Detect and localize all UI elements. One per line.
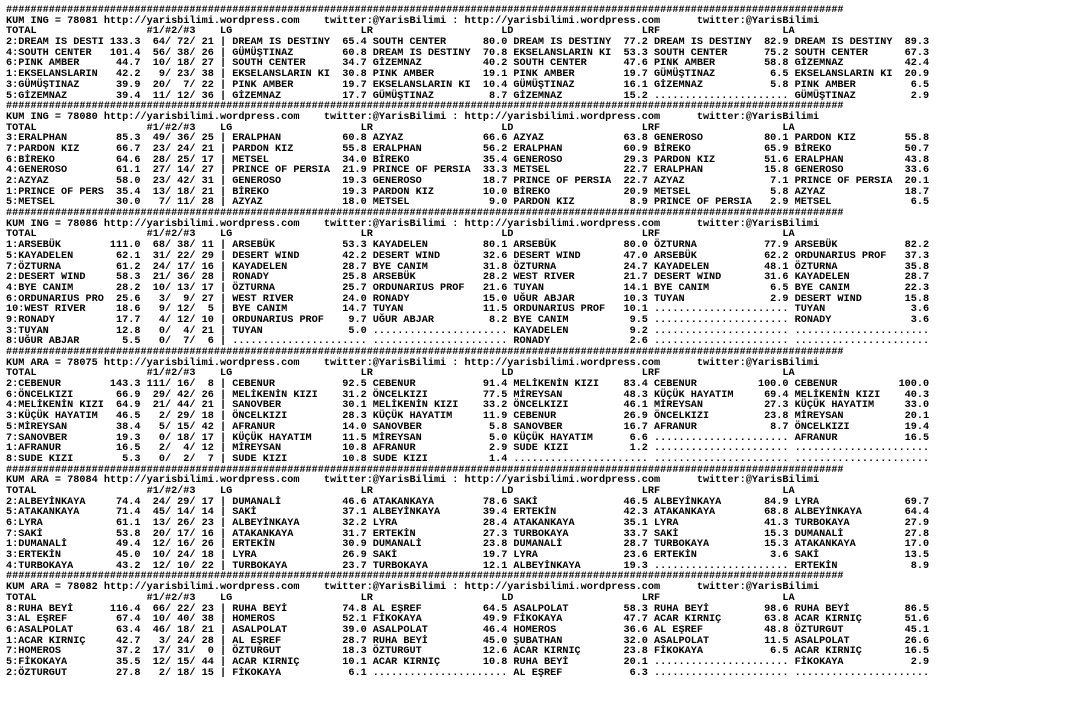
table-row: 8:SUDE KIZI 5.3 0/ 2/ 7 | SUDE KIZI 10.8 SUDE KIZI 1.4 ...................... ...................... ...................... — [6, 453, 930, 465]
separator-line: ######################################################################################################################################### — [6, 571, 844, 583]
race-ratings-sheet — [6, 6, 929, 679]
table-row: 8:UĞUR ABJAR 5.5 0/ 7/ 6 | ...................... ...................... RONADY 2.6 ...................... ...................... — [6, 336, 930, 348]
table-row: 2:AZYAZ 58.0 23/ 42/ 31 | GENEROSO 19.3 GENEROSO 18.7 PRINCE OF PERSIA 22.7 AZYAZ 7.1 PRINCE OF PERSIA 20.1 — [6, 176, 930, 187]
table-row: 9:RONADY 17.7 4/ 12/ 10 | ORDUNARIUS PROF 9.7 UĞUR ABJAR 8.2 BYE CANIM 9.5 ...................... RONADY 3.6 — [6, 314, 930, 326]
table-row: 5:FİKOKAYA 35.5 12/ 15/ 44 | ACAR KIRNIÇ 10.1 ACAR KIRNIÇ 10.8 RUHA BEYİ 20.1 ...................... FİKOKAYA 2.9 — [6, 656, 930, 668]
table-row: 1:ARSEBÜK 111.0 68/ 38/ 11 | ARSEBÜK 53.3 KAYADELEN 80.1 ARSEBÜK 80.0 ÖZTURNA 77.9 ARSEBÜK 82.2 — [6, 240, 930, 252]
table-row: 1:ACAR KIRNIÇ 42.7 3/ 24/ 28 | AL EŞREF 28.7 RUHA BEYİ 45.0 ŞUBATHAN 32.0 ASALPOLAT 11.5 ASALPOLAT 26.6 — [6, 635, 930, 647]
separator-line: ######################################################################################################################################### — [6, 347, 844, 358]
separator-line: ######################################################################################################################################### — [6, 101, 844, 113]
table-row: 3:ERTEKİN 45.0 10/ 24/ 18 | LYRA 26.9 SAKİ 19.7 LYRA 23.6 ERTEKİN 3.6 SAKİ 13.5 — [6, 550, 930, 562]
table-row: 5:KAYADELEN 62.1 31/ 22/ 29 | DESERT WIND 42.2 DESERT WIND 32.6 DESERT WIND 47.0 ARSEBÜK 62.2 ORDUNARIUS PROF 37.3 — [6, 250, 930, 262]
table-row: 6:ORDUNARIUS PRO 25.6 3/ 9/ 27 | WEST RIVER 24.0 RONADY 15.0 UĞUR ABJAR 10.3 TUYAN 2.9 DESERT WIND 15.8 — [6, 293, 930, 305]
table-row: 4:SOUTH CENTER 101.4 56/ 38/ 26 | GÜMÜŞTINAZ 60.8 DREAM IS DESTINY 70.8 EKSELANSLARIN KI 53.3 SOUTH CENTER 75.2 SOUTH CENTER 67.3 — [6, 47, 930, 59]
table-row: 2:DREAM IS DESTI 133.3 64/ 72/ 21 | DREAM IS DESTINY 65.4 SOUTH CENTER 80.0 DREAM IS DESTINY 77.2 DREAM IS DESTINY 82.9 DREAM IS DESTINY 89.3 — [6, 37, 930, 49]
table-row: 4:TURBOKAYA 43.2 12/ 10/ 22 | TURBOKAYA 23.7 TURBOKAYA 12.1 ALBEYİNKAYA 19.3 ...................... ERTEKİN 8.9 — [6, 560, 930, 572]
race-header: KUM ING = 78081 http://yarisbilimi.wordpress.com twitter:@YarisBilimi : http://yarisbilimi.wordpress.com twitter:@YarisBilimi — [6, 15, 820, 27]
table-row: 2:CEBENUR 143.3 111/ 16/ 8 | CEBENUR 92.5 CEBENUR 91.4 MELİKENİN KIZI 83.4 CEBENUR 100.0 CEBENUR 100.0 — [6, 379, 930, 391]
table-row: 7:SAKİ 53.8 20/ 17/ 16 | ATAKANKAYA 31.7 ERTEKİN 27.3 TURBOKAYA 33.7 SAKİ 15.3 DUMANALİ 27.8 — [6, 528, 930, 540]
table-row: 1:EKSELANSLARIN 42.2 9/ 23/ 38 | EKSELANSLARIN KI 30.8 PINK AMBER 19.1 PINK AMBER 19.7 GÜMÜŞTINAZ 6.5 EKSELANSLARIN KI 20.9 — [6, 69, 930, 81]
table-row: 1:PRINCE OF PERS 35.4 13/ 18/ 21 | BİREKO 19.3 PARDON KIZ 10.0 BİREKO 20.9 METSEL 5.8 AZYAZ 18.7 — [6, 186, 930, 198]
race-header: KUM ING = 78080 http://yarisbilimi.wordpress.com twitter:@YarisBilimi : http://yarisbilimi.wordpress.com twitter:@YarisBilimi — [6, 111, 820, 123]
table-row: 5:ATAKANKAYA 71.4 45/ 14/ 14 | SAKİ 37.1 ALBEYİNKAYA 39.4 ERTEKİN 42.3 ATAKANKAYA 68.8 ALBEYİNKAYA 64.4 — [6, 507, 930, 519]
separator-line: ######################################################################################################################################### — [6, 208, 844, 220]
table-row: 7:SANOVBER 19.3 0/ 18/ 17 | KÜÇÜK HAYATIM 11.5 MİREYSAN 5.0 KÜÇÜK HAYATIM 6.6 ...................... AFRANUR 16.5 — [6, 432, 930, 444]
table-row: 10:WEST RIVER 18.6 9/ 12/ 5 | BYE CANIM 14.7 TUYAN 11.5 ORDUNARIUS PROF 10.1 ...................... TUYAN 3.6 — [6, 304, 930, 316]
table-row: 5:GİZEMNAZ 39.4 11/ 12/ 36 | GİZEMNAZ 17.7 GÜMÜŞTINAZ 8.7 GİZEMNAZ 15.2 ...................... GÜMÜŞTINAZ 2.9 — [6, 90, 930, 102]
table-row: 3:TUYAN 12.8 0/ 4/ 21 | TUYAN 5.0 ...................... KAYADELEN 9.2 ...................... ...................... — [6, 325, 930, 337]
column-header-row: TOTAL #1/#2/#3 LG LR LD LRF LA — [6, 368, 795, 380]
table-row: 7:PARDON KIZ 66.7 23/ 24/ 21 | PARDON KIZ 55.8 ERALPHAN 56.2 ERALPHAN 60.9 BİREKO 65.9 BİREKO 50.7 — [6, 143, 930, 155]
table-row: 5:MİREYSAN 38.4 5/ 15/ 42 | AFRANUR 14.0 SANOVBER 5.8 SANOVBER 16.7 AFRANUR 8.7 ÖNCELKIZI 19.4 — [6, 421, 930, 433]
table-row: 6:LYRA 61.1 13/ 26/ 23 | ALBEYİNKAYA 32.2 LYRA 28.4 ATAKANKAYA 35.1 LYRA 41.3 TURBOKAYA 27.9 — [6, 518, 930, 529]
table-row: 1:AFRANUR 16.5 2/ 4/ 12 | MİREYSAN 10.8 AFRANUR 2.9 SUDE KIZI 1.2 ...................... ...................... — [6, 443, 930, 455]
table-row: 4:GENEROSO 61.1 27/ 14/ 27 | PRINCE OF PERSIA 21.9 PRINCE OF PERSIA 33.3 METSEL 22.7 ERALPHAN 15.8 GENEROSO 33.6 — [6, 165, 930, 177]
table-row: 5:METSEL 30.0 7/ 11/ 28 | AZYAZ 18.0 METSEL 9.0 PARDON KIZ 8.9 PRINCE OF PERSIA 2.9 METSEL 6.5 — [6, 197, 930, 209]
column-header-row: TOTAL #1/#2/#3 LG LR LD LRF LA — [6, 122, 795, 134]
table-row: 8:RUHA BEYİ 116.4 66/ 22/ 23 | RUHA BEYİ 74.8 AL EŞREF 64.5 ASALPOLAT 58.3 RUHA BEYİ 98.6 RUHA BEYİ 86.5 — [6, 603, 930, 615]
table-row: 6:PINK AMBER 44.7 10/ 18/ 27 | SOUTH CENTER 34.7 GİZEMNAZ 40.2 SOUTH CENTER 47.6 PINK AMBER 58.8 GİZEMNAZ 42.4 — [6, 58, 930, 70]
table-row: 3:ERALPHAN 85.3 49/ 36/ 25 | ERALPHAN 60.8 AZYAZ 66.6 AZYAZ 63.8 GENEROSO 80.1 PARDON KIZ 55.8 — [6, 133, 930, 145]
table-row: 2:DESERT WIND 58.3 21/ 36/ 28 | RONADY 25.8 ARSEBÜK 28.2 WEST RIVER 21.7 DESERT WIND 31.6 KAYADELEN 28.7 — [6, 272, 930, 284]
race-header: KUM ARA = 78084 http://yarisbilimi.wordpress.com twitter:@YarisBilimi : http://yarisbilimi.wordpress.com twitter:@YarisBilimi — [6, 475, 820, 487]
column-header-row: TOTAL #1/#2/#3 LG LR LD LRF LA — [6, 592, 795, 604]
table-row: 3:GÜMÜŞTINAZ 39.9 20/ 7/ 22 | PINK AMBER 19.7 EKSELANSLARIN KI 10.4 GÜMÜŞTINAZ 16.1 GİZEMNAZ 5.8 PINK AMBER 6.5 — [6, 79, 930, 91]
table-row: 2:ALBEYİNKAYA 74.4 24/ 29/ 17 | DUMANALİ 46.6 ATAKANKAYA 78.6 SAKİ 46.5 ALBEYİNKAYA 84.9 LYRA 69.7 — [6, 496, 930, 508]
column-header-row: TOTAL #1/#2/#3 LG LR LD LRF LA — [6, 26, 795, 38]
table-row: 2:ÖZTURGUT 27.8 2/ 18/ 15 | FİKOKAYA 6.1 ...................... AL EŞREF 6.3 ...................... ...................... — [6, 667, 930, 679]
table-row: 1:DUMANALİ 49.4 12/ 16/ 26 | ERTEKİN 30.9 DUMANALİ 23.8 DUMANALİ 28.7 TURBOKAYA 15.3 ATAKANKAYA 17.0 — [6, 539, 930, 551]
table-row: 3:KÜÇÜK HAYATIM 46.5 2/ 29/ 18 | ÖNCELKIZI 28.3 KÜÇÜK HAYATIM 11.9 CEBENUR 26.9 ÖNCELKIZI 23.8 MİREYSAN 20.1 — [6, 411, 930, 423]
table-row: 3:AL EŞREF 67.4 10/ 40/ 38 | HOMEROS 52.1 FİKOKAYA 49.9 FİKOKAYA 47.7 ACAR KIRNIÇ 63.8 ACAR KIRNIÇ 51.6 — [6, 614, 930, 626]
separator-line: ######################################################################################################################################### — [6, 5, 844, 16]
race-header: KUM ING = 78086 http://yarisbilimi.wordpress.com twitter:@YarisBilimi : http://yarisbilimi.wordpress.com twitter:@YarisBilimi — [6, 218, 820, 230]
column-header-row: TOTAL #1/#2/#3 LG LR LD LRF LA — [6, 485, 795, 497]
separator-line: ######################################################################################################################################### — [6, 464, 844, 476]
table-row: 6:ASALPOLAT 63.4 46/ 18/ 21 | ASALPOLAT 39.0 ASALPOLAT 46.4 HOMEROS 36.6 AL EŞREF 48.8 ÖZTURGUT 45.1 — [6, 624, 930, 636]
table-row: 6:BİREKO 64.6 28/ 25/ 17 | METSEL 34.0 BİREKO 35.4 GENEROSO 29.3 PARDON KIZ 51.6 ERALPHAN 43.8 — [6, 154, 930, 166]
race-header: KUM ARA = 78082 http://yarisbilimi.wordpress.com twitter:@YarisBilimi : http://yarisbilimi.wordpress.com twitter:@YarisBilimi — [6, 582, 820, 594]
table-row: 6:ÖNCELKIZI 66.9 29/ 42/ 26 | MELİKENİN KIZI 31.2 ÖNCELKIZI 77.5 MİREYSAN 48.3 KÜÇÜK HAYATIM 69.4 MELİKENİN KIZI 40.3 — [6, 389, 930, 401]
column-header-row: TOTAL #1/#2/#3 LG LR LD LRF LA — [6, 229, 795, 241]
table-row: 7:HOMEROS 37.2 17/ 31/ 0 | ÖZTURGUT 18.3 ÖZTURGUT 12.6 ACAR KIRNIÇ 23.8 FİKOKAYA 6.5 ACAR KIRNIÇ 16.5 — [6, 646, 930, 658]
table-row: 4:MELİKENİN KIZI 64.9 21/ 44/ 21 | SANOVBER 30.1 MELİKENİN KIZI 33.2 ÖNCELKIZI 46.1 MİREYSAN 27.3 KÜÇÜK HAYATIM 33.0 — [6, 400, 930, 412]
race-header: KUM ARA = 78075 http://yarisbilimi.wordpress.com twitter:@YarisBilimi : http://yarisbilimi.wordpress.com twitter:@YarisBilimi — [6, 357, 820, 369]
table-row: 7:ÖZTURNA 61.2 24/ 17/ 16 | KAYADELEN 28.7 BYE CANIM 31.8 ÖZTURNA 24.7 KAYADELEN 48.1 ÖZTURNA 35.8 — [6, 261, 930, 273]
table-row: 4:BYE CANIM 28.2 10/ 13/ 17 | ÖZTURNA 25.7 ORDUNARIUS PROF 21.6 TUYAN 14.1 BYE CANIM 6.5 BYE CANIM 22.3 — [6, 282, 930, 294]
